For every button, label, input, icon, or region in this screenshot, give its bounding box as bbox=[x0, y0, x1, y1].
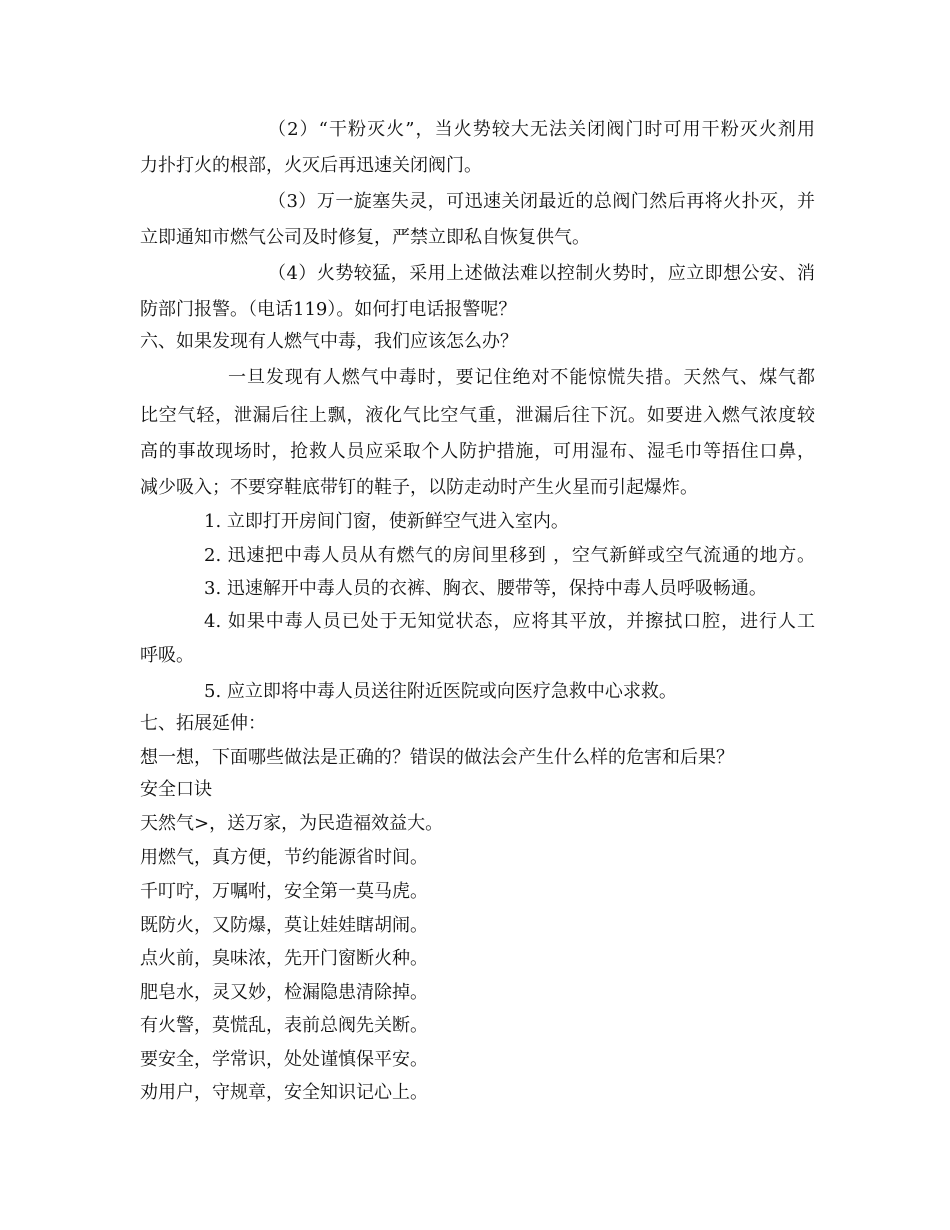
rhyme-line-8: 要安全，学常识，处处谨慎保平安。 bbox=[140, 1049, 428, 1070]
rhyme-line-6: 肥皂水，灵又妙，检漏隐患清除掉。 bbox=[140, 982, 428, 1003]
list-item-5: 5. 应立即将中毒人员送往附近医院或向医疗急救中心求救。 bbox=[204, 681, 677, 702]
rhyme-line-3: 千叮咛，万嘱咐，安全第一莫马虎。 bbox=[140, 881, 428, 902]
rhyme-line-2: 用燃气，真方便，节约能源省时间。 bbox=[140, 847, 428, 868]
paragraph-report-alarm-line1: （4）火势较猛，采用上述做法难以控制火势时，应立即想公安、消 bbox=[268, 263, 815, 284]
list-item-3: 3. 迅速解开中毒人员的衣裤、胸衣、腰带等，保持中毒人员呼吸畅通。 bbox=[204, 578, 767, 599]
paragraph-dry-powder-line2: 力扑打火的根部，火灭后再迅速关闭阀门。 bbox=[140, 155, 482, 176]
paragraph-poisoning-line3: 高的事故现场时，抢救人员应采取个人防护措施，可用湿布、湿毛巾等捂住口鼻， bbox=[140, 441, 815, 462]
rhyme-line-4: 既防火，又防爆，莫让娃娃瞎胡闹。 bbox=[140, 915, 428, 936]
rhyme-line-7: 有火警，莫慌乱，表前总阀先关断。 bbox=[140, 1015, 428, 1036]
list-item-1: 1. 立即打开房间门窗，使新鲜空气进入室内。 bbox=[204, 511, 569, 532]
paragraph-valve-failure-line2: 立即通知市燃气公司及时修复，严禁立即私自恢复供气。 bbox=[140, 227, 590, 248]
paragraph-poisoning-line1: 一旦发现有人燃气中毒时，要记住绝对不能惊慌失措。天然气、煤气都 bbox=[228, 367, 815, 388]
list-item-4-line2: 呼吸。 bbox=[140, 645, 194, 666]
rhyme-line-9: 劝用户，守规章，安全知识记心上。 bbox=[140, 1082, 428, 1103]
list-item-2: 2. 迅速把中毒人员从有燃气的房间里移到 ，空气新鲜或空气流通的地方。 bbox=[204, 545, 815, 566]
section-heading-seven: 七、拓展延伸： bbox=[140, 713, 266, 734]
rhyme-title: 安全口诀 bbox=[140, 779, 212, 800]
rhyme-line-1: 天然气>，送万家，为民造福效益大。 bbox=[140, 813, 444, 834]
paragraph-poisoning-line4: 减少吸入；不要穿鞋底带钉的鞋子，以防走动时产生火星而引起爆炸。 bbox=[140, 477, 698, 498]
question-text: 想一想，下面哪些做法是正确的？错误的做法会产生什么样的危害和后果？ bbox=[140, 747, 734, 768]
section-heading-six: 六、如果发现有人燃气中毒，我们应该怎么办？ bbox=[140, 331, 518, 352]
list-item-4-line1: 4. 如果中毒人员已处于无知觉状态，应将其平放，并擦拭口腔，进行人工 bbox=[204, 611, 815, 632]
paragraph-report-alarm-line2: 防部门报警。（电话119）。如何打电话报警呢？ bbox=[140, 299, 517, 320]
paragraph-dry-powder-line1: （2）“干粉灭火”，当火势较大无法关闭阀门时可用干粉灭火剂用 bbox=[268, 119, 815, 140]
paragraph-valve-failure-line1: （3）万一旋塞失灵，可迅速关闭最近的总阀门然后再将火扑灭，并 bbox=[268, 191, 815, 212]
rhyme-line-5: 点火前，臭味浓，先开门窗断火种。 bbox=[140, 948, 428, 969]
paragraph-poisoning-line2: 比空气轻，泄漏后往上飘，液化气比空气重，泄漏后往下沉。如要进入燃气浓度较 bbox=[140, 405, 815, 426]
